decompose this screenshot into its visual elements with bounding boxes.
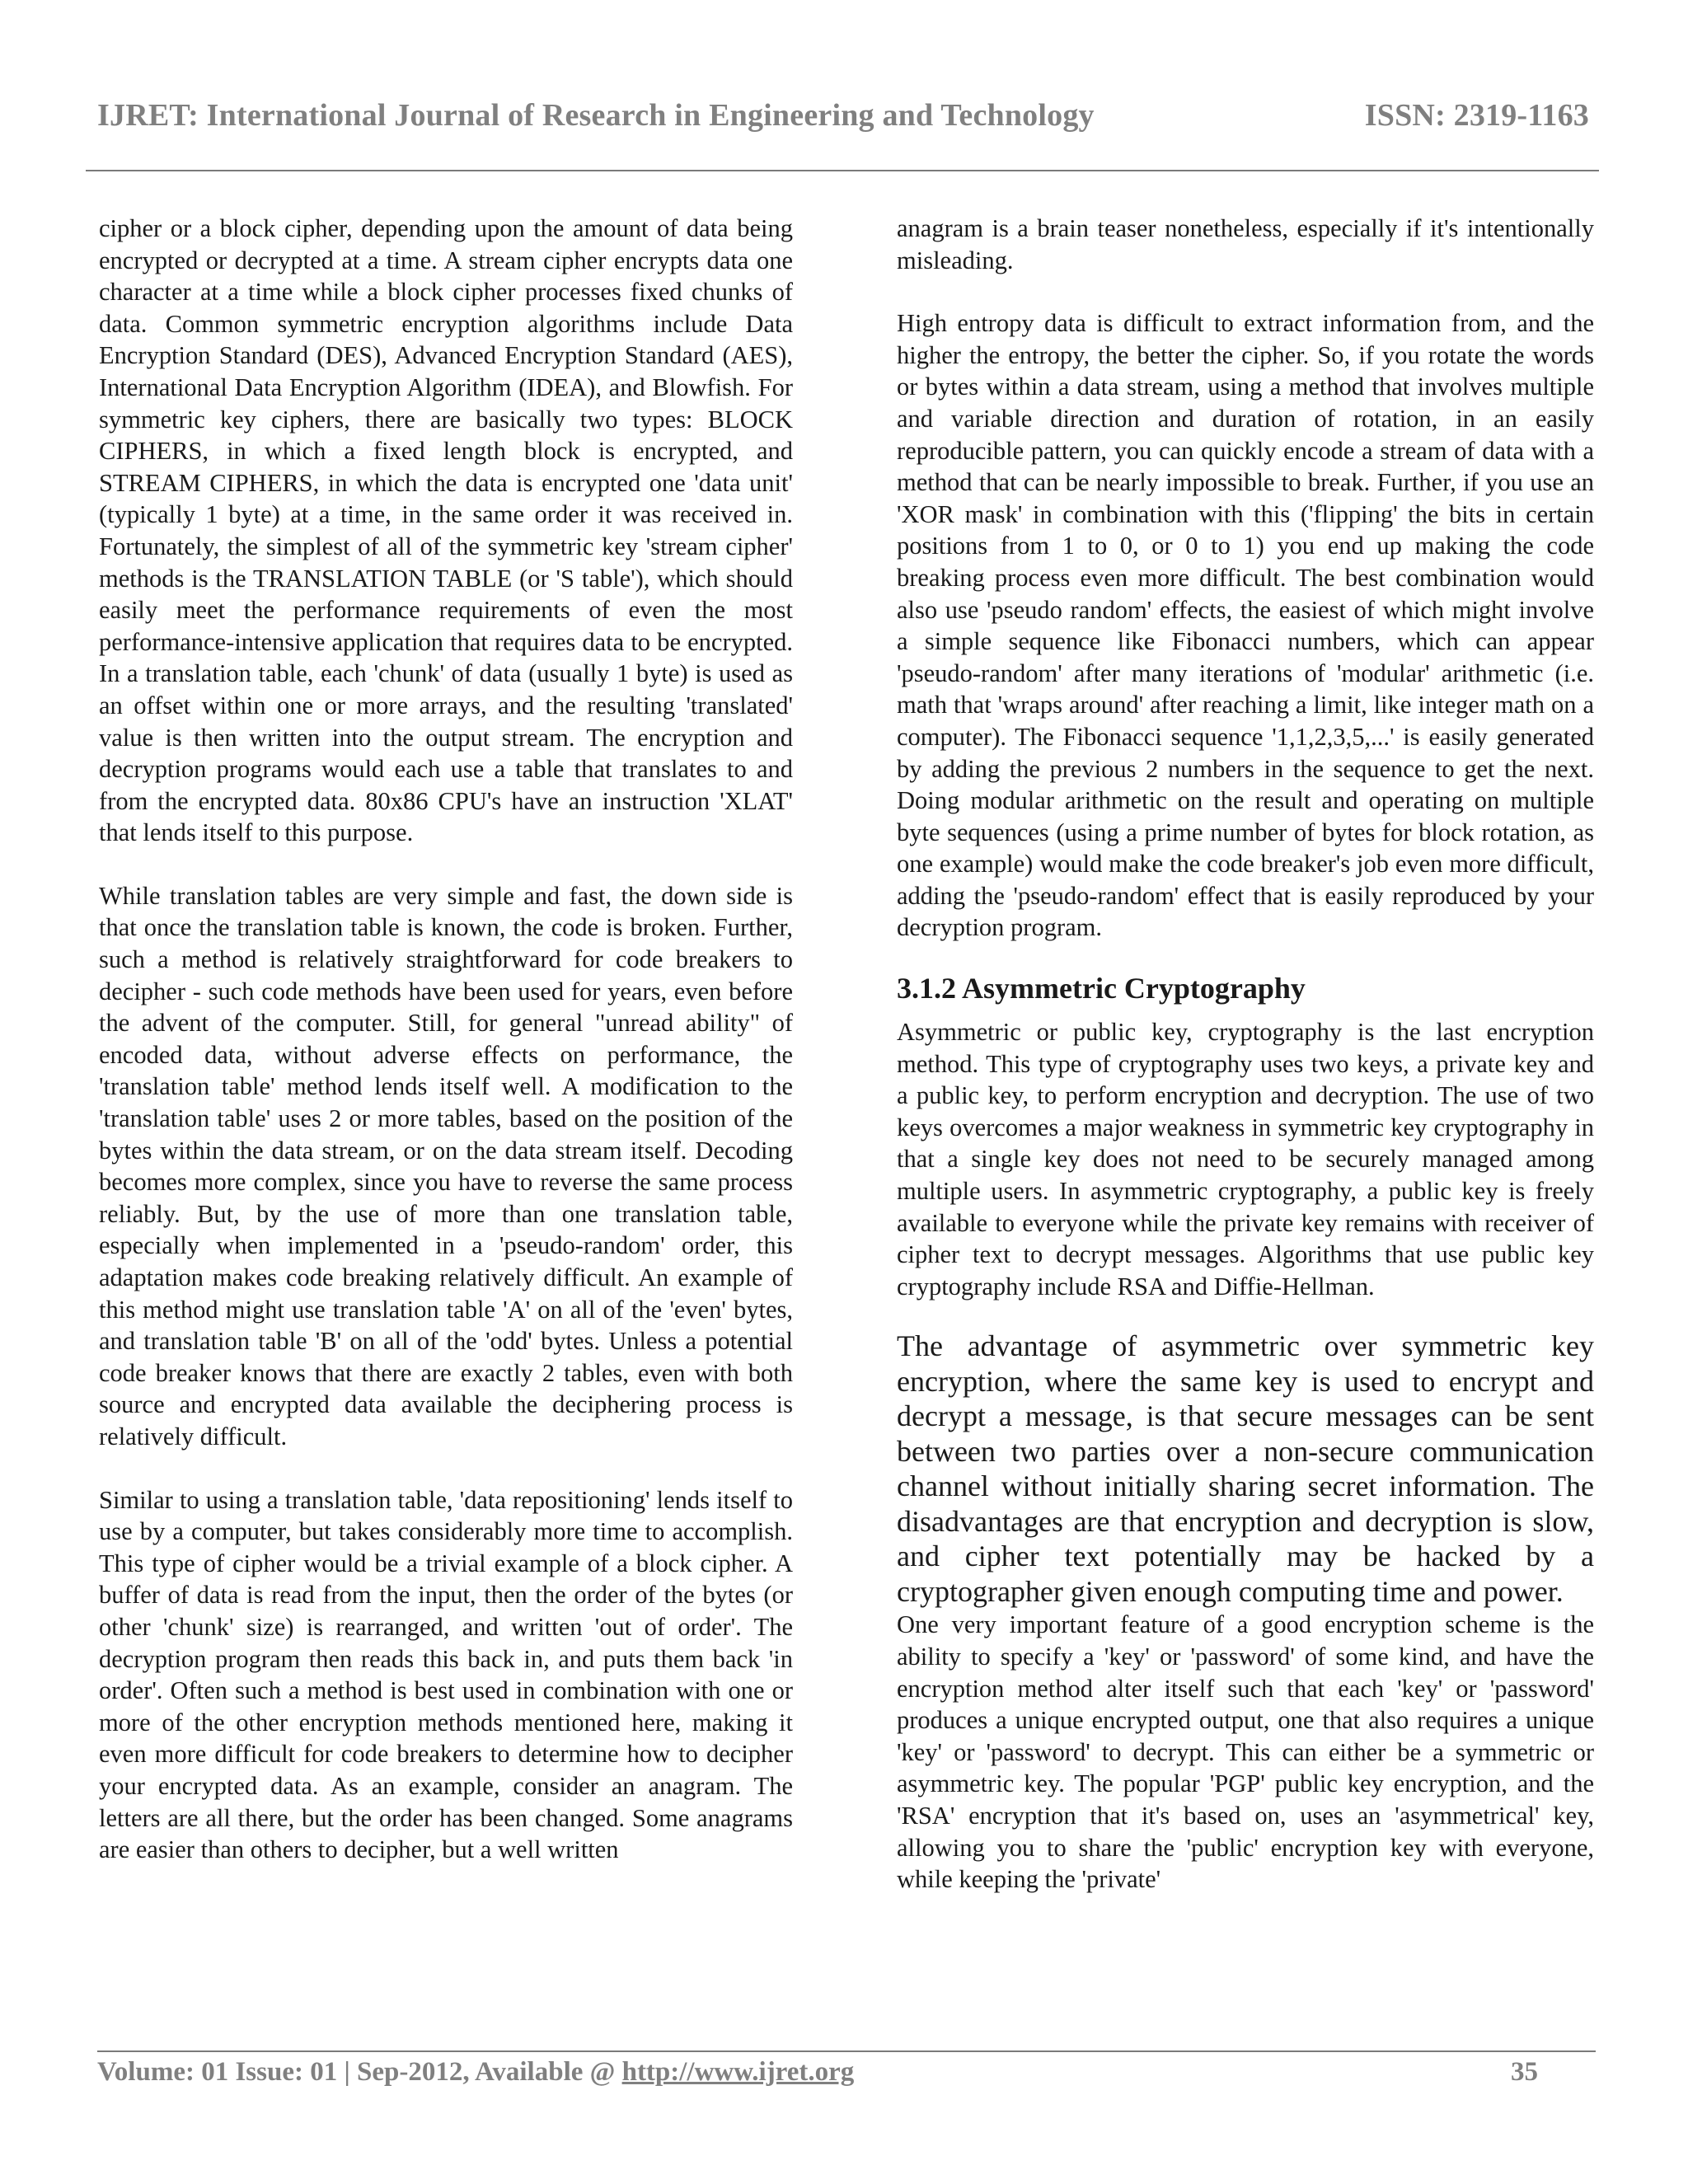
- header-rule: [86, 170, 1599, 171]
- footer-prefix: Volume: 01 Issue: 01 | Sep-2012, Available @: [97, 2057, 622, 2087]
- running-header: [97, 97, 1589, 138]
- footer-volume-info: [97, 2057, 854, 2088]
- paragraph-data-repositioning: Similar to using a translation table, 'data repositioning' lends itself to use by a computer, but takes considerably more time to accomplish. This type of cipher would be a trivial example of a block cipher. A buffer of data is read from the input, then the order of the bytes (or other 'chunk' size) is rearranged, and written 'out of order'. The decryption program then reads this back in, and puts them back 'in order'. Often such a method is best used in combination with one or more of the other encryption methods mentioned here, making it even more difficult for code breakers to determine how to decipher your encrypted data. As an example, consider an anagram. The letters are all there, but the order has been changed. Some anagrams are easier than others to decipher, but a well written: [99, 1485, 793, 1864]
- journal-link[interactable]: http://www.ijret.org: [621, 2057, 855, 2087]
- paragraph-translation-tables: While translation tables are very simple and fast, the down side is that once the translation table is known, the code is broken. Further, such a method is relatively straightforward for code breakers to decipher - such code methods have been used for years, even before the advent of the computer. Still, for general "unread ability" of encoded data, without adverse effects on performance, the 'translation table' method lends itself well. A modification to the 'translation table' uses 2 or more tables, based on the position of the bytes within the data stream, or on the data stream itself. Decoding becomes more complex, since you have to reverse the same process reliably. But, by the use of more than one translation table, especially when implemented in a 'pseudo-random' order, this adaptation makes code breaking relatively difficult. An example of this method might use translation table 'A' on all of the 'even' bytes, and translation table 'B' on all of the 'odd' bytes. Unless a potential code breaker knows that there are exactly 2 tables, even with both source and encrypted data available the deciphering process is relatively difficult.: [99, 881, 793, 1451]
- footer: [97, 2057, 1596, 2095]
- right-column: [897, 213, 1594, 1896]
- paragraph-symmetric-ciphers: cipher or a block cipher, depending upon the amount of data being encrypted or decrypted at a time. A stream cipher encrypts data one character at a time while a block cipher processes fixed chunks of data. Common symmetric encryption algorithms include Data Encryption Standard (DES), Advanced Encryption Standard (AES), International Data Encryption Algorithm (IDEA), and Blowfish. For symmetric key ciphers, there are basically two types: BLOCK CIPHERS, in which a fixed length block is encrypted, and STREAM CIPHERS, in which the data is encrypted one 'data unit' (typically 1 byte) at a time, in the same order it was received in. Fortunately, the simplest of all of the symmetric key 'stream cipher' methods is the TRANSLATION TABLE (or 'S table'), which should easily meet the performance requirements of even the most performance-intensive application that requires data to be encrypted. In a translation table, each 'chunk' of data (usually 1 byte) is used as an offset within one or more arrays, and the resulting 'translated' value is then written into the output stream. The encryption and decryption programs would each use a table that translates to and from the encrypted data. 80x86 CPU's have an instruction 'XLAT' that lends itself to this purpose.: [99, 214, 793, 847]
- paragraph-key-feature: One very important feature of a good encryption scheme is the ability to specify a 'key' or 'password' of some kind, and have the encryption method alter itself such that each 'key' or 'password' produces a unique encrypted output, one that also requires a unique 'key' or 'password' to decrypt. This can either be a symmetric or asymmetric key. The popular 'PGP' public key encryption, and the 'RSA' encryption that it's based on, uses an 'asymmetrical' key, allowing you to share the 'public' encryption key with everyone, while keeping the 'private': [897, 1610, 1594, 1894]
- page-number: 35: [1511, 2057, 1538, 2087]
- left-column: [99, 213, 793, 1866]
- paragraph-anagram: anagram is a brain teaser nonetheless, especially if it's intentionally misleading.: [897, 214, 1594, 274]
- section-heading: 3.1.2 Asymmetric Cryptography: [897, 972, 1306, 1005]
- paragraph-asymmetric: Asymmetric or public key, cryptography is the last encryption method. This type of cryptography uses two keys, a private key and a public key, to perform encryption and decryption. The use of two keys overcomes a major weakness in symmetric key cryptography in that a single key does not need to be securely managed among multiple users. In asymmetric cryptography, a public key is freely available to everyone while the private key remains with receiver of cipher text to decrypt messages. Algorithms that use public key cryptography include RSA and Diffie-Hellman.: [897, 1018, 1594, 1301]
- footer-rule: [97, 2050, 1596, 2052]
- journal-title: IJRET: International Journal of Research in Engineering and Technology: [97, 98, 1095, 133]
- paragraph-high-entropy: High entropy data is difficult to extract information from, and the higher the entropy, the better the cipher. So, if you rotate the words or bytes within a data stream, using a method that involves multiple and variable direction and duration of rotation, in an easily reproducible pattern, you can quickly encode a stream of data with a method that can be nearly impossible to break. Further, if you use an 'XOR mask' in combination with this ('flipping' the bits in certain positions from 1 to 0, or 0 to 1) you end up making the code breaking process even more difficult. The best combination would also use 'pseudo random' effects, the easiest of which might involve a simple sequence like Fibonacci numbers, which can appear 'pseudo-random' after many iterations of 'modular' arithmetic (i.e. math that 'wraps around' after reaching a limit, like integer math on a computer). The Fibonacci sequence '1,1,2,3,5,...' is easily generated by adding the previous 2 numbers in the sequence to get the next. Doing modular arithmetic on the result and operating on multiple byte sequences (using a prime number of bytes for block rotation, as one example) would make the code breaker's job even more difficult, adding the 'pseudo-random' effect that is easily reproduced by your decryption program.: [897, 309, 1594, 942]
- issn-label: ISSN: 2319-1163: [1364, 98, 1589, 133]
- paragraph-advantages: The advantage of asymmetric over symmetric key encryption, where the same key is used to encrypt and decrypt a message, is that secure messages can be sent between two parties over a non-secure communication channel without initially sharing secret information. The disadvantages are that encryption and decryption is slow, and cipher text potentially may be hacked by a cryptographer given enough computing time and power.: [897, 1329, 1594, 1608]
